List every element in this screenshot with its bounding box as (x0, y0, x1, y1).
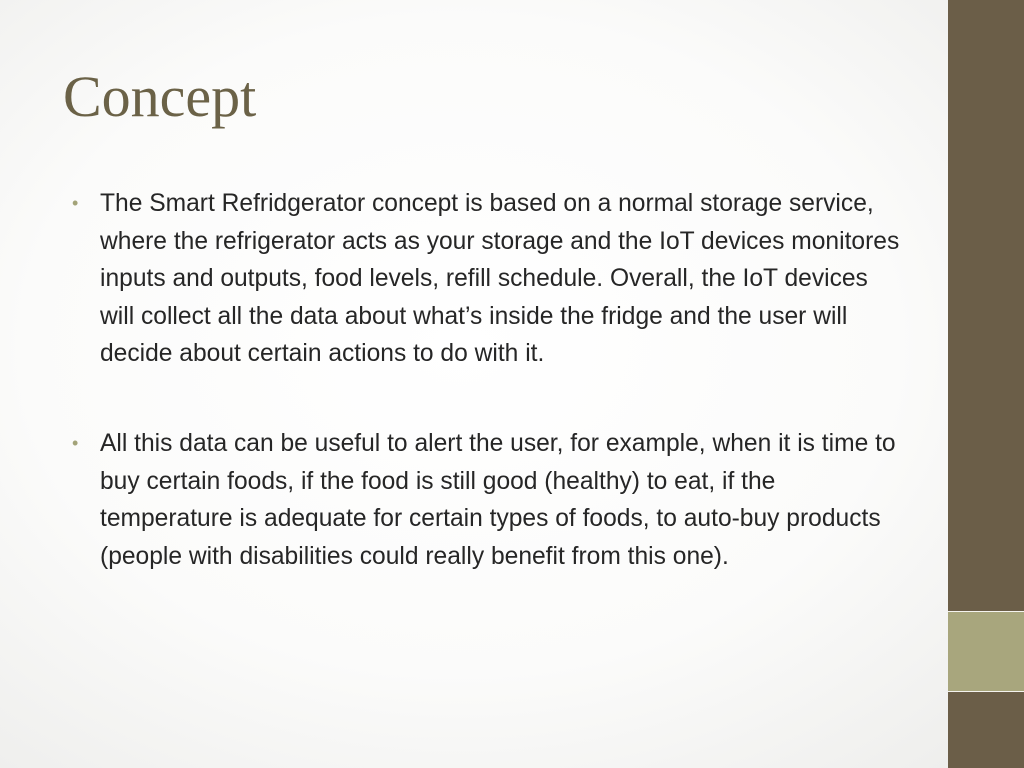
slide-title: Concept (63, 64, 257, 129)
bullet-marker-icon: • (72, 193, 79, 213)
bullet-item-1 (72, 185, 900, 373)
bullet-text-2: All this data can be useful to alert the user, for example, when it is time to buy certain foods, if the food is still good (healthy) to eat, if the temperature is adequate for certain types of foods, to auto-buy products (people with disabilities could really benefit from this one). (100, 429, 896, 570)
decorative-side-bar (948, 0, 1024, 768)
bullet-item-2 (72, 425, 900, 575)
side-bar-top-segment (948, 0, 1024, 612)
bullet-list (72, 185, 900, 627)
bullet-text-1: The Smart Refridgerator concept is based on a normal storage service, where the refrigerator acts as your storage and the IoT devices monitores inputs and outputs, food levels, refill schedule. Overall, the IoT devices will collect all the data about what’s inside the fridge and the user will decide about certain actions to do with it. (100, 190, 900, 368)
side-bar-bottom-segment (948, 692, 1024, 768)
side-bar-accent-segment (948, 612, 1024, 692)
bullet-marker-icon: • (72, 432, 79, 453)
